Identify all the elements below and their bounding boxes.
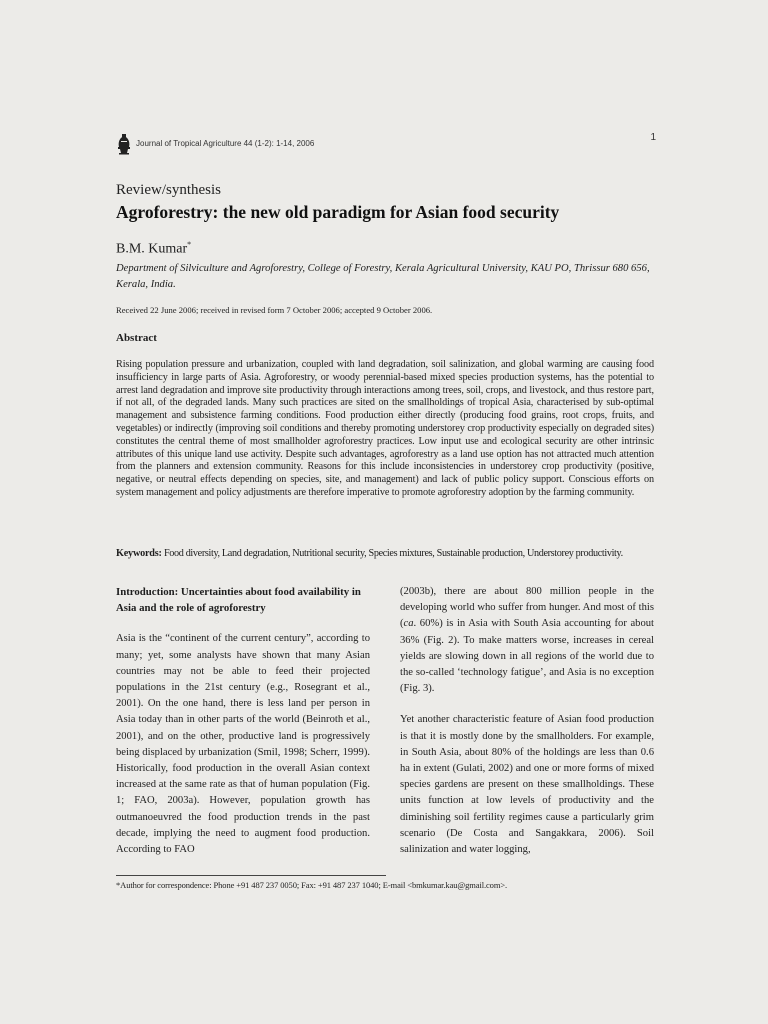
body-paragraph: Asia is the “continent of the current century”, according to many; yet, some analysts have shown that many Asian countries may not be able to feed their projected populations in the 21st century (e.g., Rosegrant et al., 2001). On the one hand, there is less land per person in Asia today than in other parts of the world (Beinroth et al., 2001), and on the other, productive land is progressively being displaced by urbanization (Smil, 1998; Scherr, 1999). Historically, food production in the overall Asian context increased at the same rate as that of human population (Fig. 1; FAO, 2003a). However, population growth has outmanoeuvred the food production trends in the past decade, implying the need to augment food production. According to FAO	[116, 633, 370, 856]
abstract-text: Rising population pressure and urbanization, coupled with land degradation, soil salinization, and global warming are causing food insufficiency in large parts of Asia. Agroforestry, or woody perennial-based mixed species production systems, has the potential to arrest land degradation and improve site productivity through interactions among trees, soil, crops, and livestock, and thus restore part, if not all, of the degraded lands. Many such practices are sited on the smallholdings of tropical Asia, characterised by sub-optimal management and subsistence farming conditions. Food production either directly (producing food grains, root crops, fruits, and vegetables) or indirectly (improving soil conditions and thereby promoting understorey crop productivity especially on degraded sites) constitutes the central theme of most smallholder agroforestry practices. Low input use and ecological security are other intrinsic attributes of this unique land use activity. Despite such advantages, agroforestry as a land use option has not attracted much attention from the planners and extension community. Reasons for this include inconsistencies in understorey crop productivity (positive, negative, or neutral effects depending on species, site, and management) and lack of public policy support. Conscious efforts on system management and policy adjustments are therefore imperative to promote agroforestry adoption by the farming community.	[116, 359, 654, 498]
article-title: Agroforestry: the new old paradigm for Asian food security	[116, 202, 560, 222]
running-header	[116, 133, 656, 155]
correspondence-footnote: *Author for correspondence: Phone +91 487 237 0050; Fax: +91 487 237 1040; E-mail <bmkumar.kau@gmail.com>.	[116, 880, 508, 890]
keywords-list: Food diversity, Land degradation, Nutritional security, Species mixtures, Sustainable production, Understorey productivity.	[161, 548, 623, 559]
section-heading: Introduction: Uncertainties about food availability in Asia and the role of agroforestry	[116, 586, 361, 615]
body-column-right	[400, 584, 654, 873]
keywords-label: Keywords:	[116, 548, 162, 559]
author-affiliation: Department of Silviculture and Agroforestry, College of Forestry, Kerala Agricultural University, KAU PO, Thrissur 680 656, Kerala, India.	[116, 263, 650, 290]
ca-abbreviation: ca	[403, 618, 414, 630]
body-paragraph	[400, 584, 654, 697]
body-column-left	[116, 584, 370, 873]
journal-citation: Journal of Tropical Agriculture 44 (1-2): 1-14, 2006	[136, 139, 315, 148]
submission-dates: Received 22 June 2006; received in revised form 7 October 2006; accepted 9 October 2006.	[116, 305, 433, 315]
journal-emblem-icon	[116, 133, 132, 155]
paragraph-text: . 60%) is in Asia with South Asia accounting for about 36% (Fig. 2). To make matters worse, increases in cereal yields are slowing down in all regions of the world due to the so-called ‘technology fatigue’, and Asia is no exception (Fig. 3).	[400, 618, 654, 695]
footnote-divider	[116, 875, 386, 876]
article-type: Review/synthesis	[116, 182, 221, 198]
author-line	[116, 240, 191, 258]
body-paragraph: Yet another characteristic feature of Asian food production is that it is mostly done by the smallholders. For example, in South Asia, about 80% of the holdings are less than 0.6 ha in extent (Gulati, 2002) and one or more forms of mixed species gardens are present on these smallholdings. These units function at low levels of productivity and the diminishing soil fertility regimes cause a particularly grim scenario (De Costa and Sangakkara, 2006). Soil salinization and water logging,	[400, 714, 654, 856]
abstract-heading: Abstract	[116, 332, 157, 344]
keywords-line	[116, 548, 656, 559]
page-number: 1	[650, 132, 656, 143]
author-name: B.M. Kumar	[116, 241, 188, 257]
paragraph-text: (2003b), there are about 800 million people in the developing world who suffer from hunger. And most of this (	[400, 586, 654, 630]
author-footnote-mark: *	[187, 240, 192, 249]
